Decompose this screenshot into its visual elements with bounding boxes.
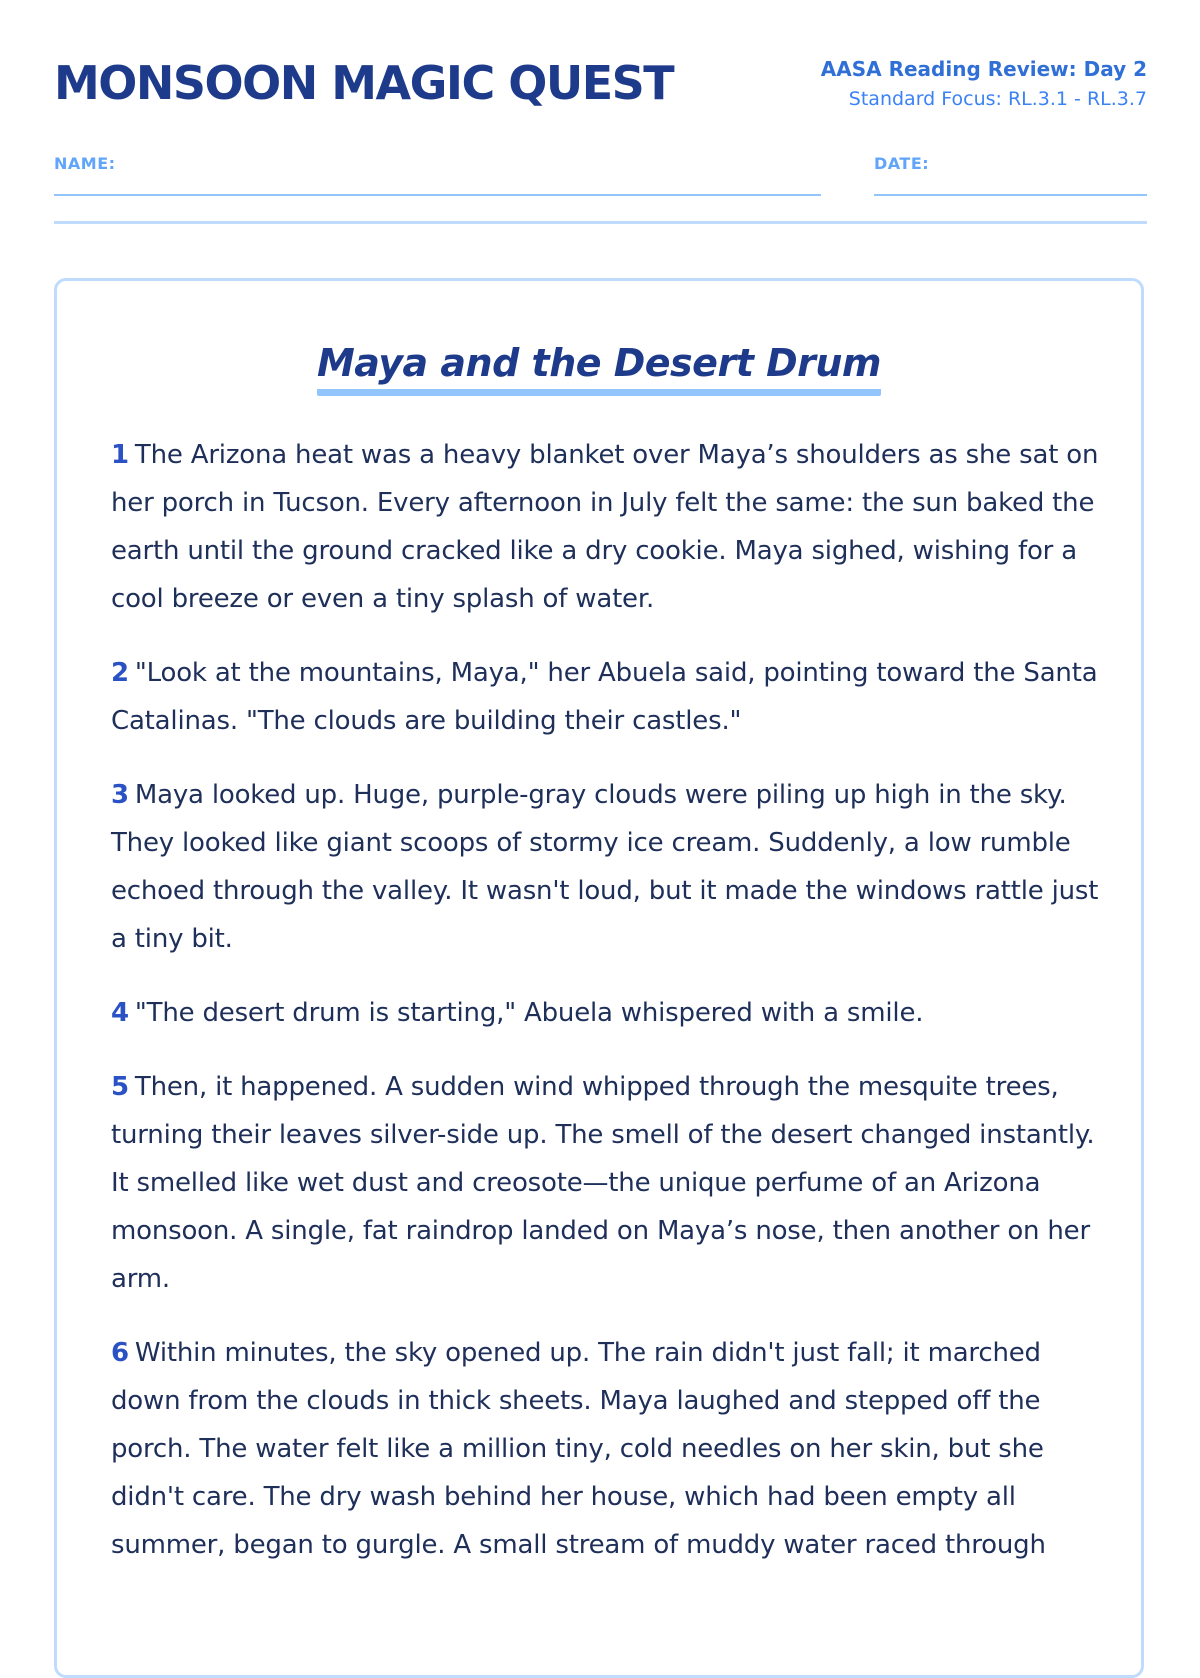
paragraph-number: 2 xyxy=(111,658,129,688)
paragraph-text: "The desert drum is starting," Abuela whispered with a smile. xyxy=(134,998,924,1028)
paragraph-5 xyxy=(111,1063,1111,1303)
name-label: NAME: xyxy=(54,154,116,173)
passage-card xyxy=(54,278,1144,1678)
paragraph-4 xyxy=(111,989,1111,1037)
paragraph-6 xyxy=(111,1329,1111,1569)
passage-text xyxy=(111,431,1111,1595)
review-info xyxy=(821,56,1147,116)
name-field[interactable] xyxy=(54,154,821,196)
header-divider xyxy=(54,221,1147,224)
paragraph-text: Within minutes, the sky opened up. The rain didn't just fall; it marched down from the clouds in thick sheets. Maya laughed and stepped off the porch. The water felt like a million tiny, cold needles on her skin, but she didn't care. The dry wash behind her house, which had been empty all summer, began to gurgle. A small stream of muddy water raced through xyxy=(111,1338,1046,1560)
paragraph-1 xyxy=(111,431,1111,623)
paragraph-text: "Look at the mountains, Maya," her Abuela said, pointing toward the Santa Catalinas. "The clouds are building their castles." xyxy=(111,658,1098,736)
review-day-label: AASA Reading Review: Day 2 xyxy=(820,57,1147,81)
standard-focus-label: Standard Focus: RL.3.1 - RL.3.7 xyxy=(848,88,1147,110)
paragraph-2 xyxy=(111,649,1111,745)
date-label: DATE: xyxy=(874,154,930,173)
paragraph-number: 3 xyxy=(111,780,129,810)
worksheet-title: MONSOON MAGIC QUEST xyxy=(54,56,674,110)
paragraph-number: 6 xyxy=(111,1338,129,1368)
date-field[interactable] xyxy=(874,154,1147,196)
paragraph-number: 1 xyxy=(111,440,129,470)
paragraph-text: Maya looked up. Huge, purple-gray clouds were piling up high in the sky. They looked like giant scoops of stormy ice cream. Suddenly, a low rumble echoed through the valley. It wasn't loud, but it made the windows rattle just a tiny bit. xyxy=(111,780,1099,954)
story-title-wrap xyxy=(57,341,1141,396)
story-title: Maya and the Desert Drum xyxy=(317,341,881,396)
paragraph-text: The Arizona heat was a heavy blanket over Maya’s shoulders as she sat on her porch in Tucson. Every afternoon in July felt the same: the sun baked the earth until the ground cracked like a dry cookie. Maya sighed, wishing for a cool breeze or even a tiny splash of water. xyxy=(111,440,1099,614)
paragraph-number: 5 xyxy=(111,1072,129,1102)
paragraph-3 xyxy=(111,771,1111,963)
paragraph-number: 4 xyxy=(111,998,129,1028)
paragraph-text: Then, it happened. A sudden wind whipped through the mesquite trees, turning their leaves silver-side up. The smell of the desert changed instantly. It smelled like wet dust and creosote—the unique perfume of an Arizona monsoon. A single, fat raindrop landed on Maya’s nose, then another on her arm. xyxy=(111,1072,1095,1294)
